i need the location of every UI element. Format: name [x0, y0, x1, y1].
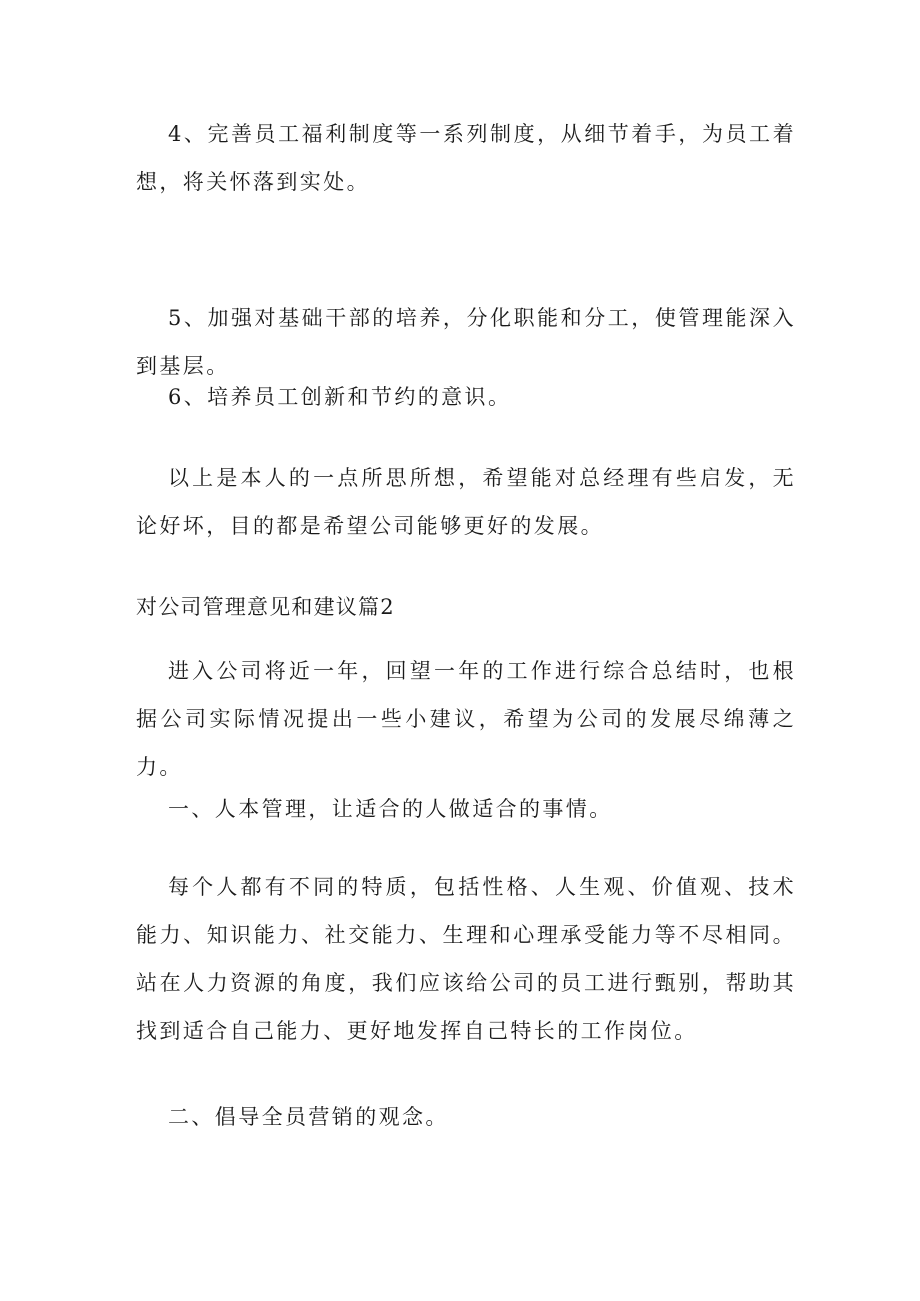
- paragraph-conclusion: 以上是本人的一点所思所想，希望能对总经理有些启发，无论好坏，目的都是希望公司能够更好的发展。: [136, 466, 796, 538]
- paragraph-point-one: 一、人本管理，让适合的人做适合的事情。: [168, 797, 613, 821]
- paragraph-introduction: 进入公司将近一年，回望一年的工作进行综合总结时，也根据公司实际情况提出一些小建议，希望为公司的发展尽绵薄之力。: [136, 659, 796, 779]
- paragraph-innovation-awareness: 6、培养员工创新和节约的意识。: [168, 385, 512, 409]
- paragraph-traits: 每个人都有不同的特质，包括性格、人生观、价值观、技术能力、知识能力、社交能力、生理和心理承受能力等不尽相同。站在人力资源的角度，我们应该给公司的员工进行甄别，帮助其找到适合自己能力、更好地发挥自己特长的工作岗位。: [136, 875, 796, 1043]
- paragraph-cadre-training: 5、加强对基础干部的培养，分化职能和分工，使管理能深入到基层。: [136, 306, 796, 378]
- section-heading: 对公司管理意见和建议篇2: [136, 595, 395, 619]
- paragraph-welfare-system: 4、完善员工福利制度等一系列制度，从细节着手，为员工着想，将关怀落到实处。: [136, 122, 796, 194]
- paragraph-point-two: 二、倡导全员营销的观念。: [168, 1105, 449, 1129]
